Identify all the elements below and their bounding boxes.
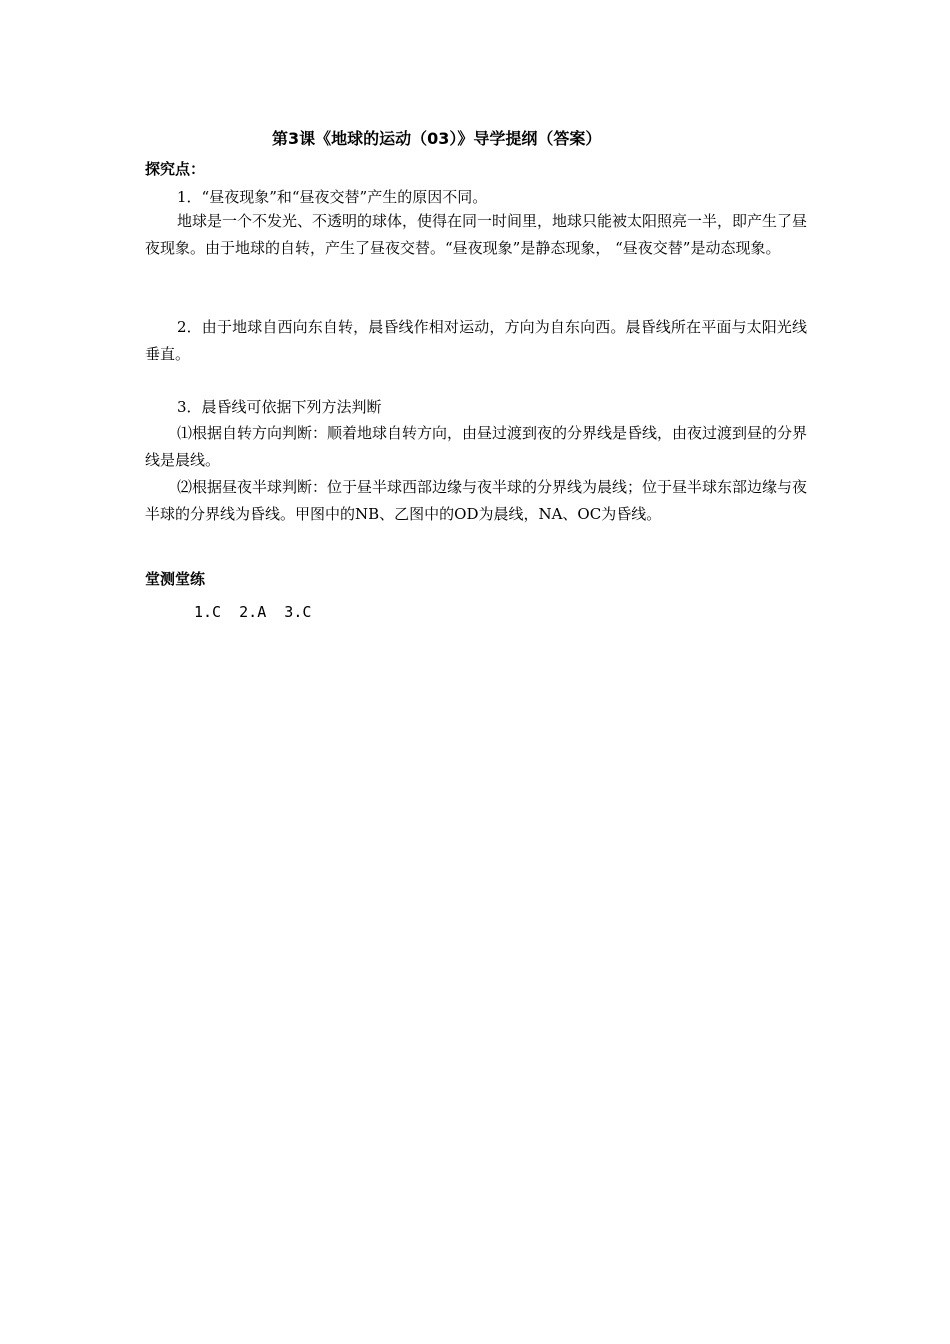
point-3-heading: 3．晨昏线可依据下列方法判断 xyxy=(177,398,382,416)
point-3-item-2: ⑵根据昼夜半球判断：位于昼半球西部边缘与夜半球的分界线为晨线；位于昼半球东部边缘与夜半球的分界线为昏线。甲图中的NB、乙图中的OD为晨线，NA、OC为昏线。 xyxy=(145,478,808,523)
point-2-body: 2．由于地球自西向东自转，晨昏线作相对运动，方向为自东向西。晨昏线所在平面与太阳光线垂直。 xyxy=(145,318,807,363)
point-3-item-1: ⑴根据自转方向判断：顺着地球自转方向，由昼过渡到夜的分界线是昏线，由夜过渡到昼的分界线是晨线。 xyxy=(145,424,808,469)
document-title: 第3课《地球的运动（03）》导学提纲（答案） xyxy=(272,129,602,148)
section-heading-explore: 探究点： xyxy=(145,160,206,178)
answer-key: 1.C 2.A 3.C xyxy=(194,603,312,621)
point-1-body: 地球是一个不发光、不透明的球体，使得在同一时间里，地球只能被太阳照亮一半，即产生了昼夜现象。由于地球的自转，产生了昼夜交替。“昼夜现象”是静态现象， “昼夜交替”是动态现象。 xyxy=(145,212,808,257)
point-1-heading: 1．“昼夜现象”和“昼夜交替”产生的原因不同。 xyxy=(177,188,488,206)
section-heading-practice: 堂测堂练 xyxy=(145,570,206,588)
